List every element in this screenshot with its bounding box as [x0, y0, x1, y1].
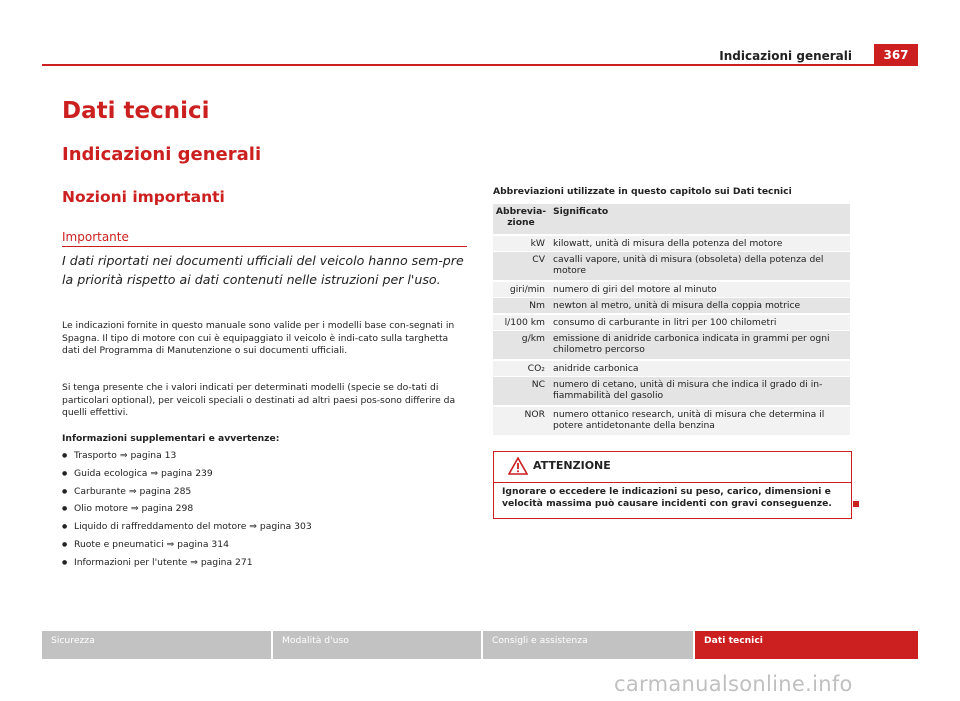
- list-item[interactable]: ● Carburante ⇒ pagina 285: [62, 486, 467, 504]
- table-row: [493, 252, 850, 280]
- table-cell-abbr: l/100 km: [493, 315, 549, 330]
- reference-list: [62, 450, 467, 575]
- table-row: [493, 236, 850, 251]
- table-cell-meaning: newton al metro, unità di misura della coppia motrice: [549, 298, 850, 313]
- table-row: [493, 377, 850, 405]
- watermark: carmanualsonline.info: [614, 672, 853, 696]
- warning-text: Ignorare o eccedere le indicazioni su peso, carico, dimensioni e velocità massima può causare incidenti con gravi conseguenze.: [502, 486, 832, 509]
- footer-tab-sicurezza[interactable]: Sicurezza: [42, 631, 271, 659]
- table-cell-abbr: NC: [493, 377, 549, 405]
- more-info-label: Informazioni supplementari e avvertenze:: [62, 433, 280, 444]
- table-row: [493, 282, 850, 297]
- table-cell-abbr: CO₂: [493, 361, 549, 376]
- table-cell-meaning: numero di giri del motore al minuto: [549, 282, 850, 297]
- warning-header: [494, 452, 851, 483]
- section-end-marker: [853, 501, 859, 507]
- table-cell-meaning: kilowatt, unità di misura della potenza del motore: [549, 236, 850, 251]
- list-item[interactable]: ● Guida ecologica ⇒ pagina 239: [62, 468, 467, 486]
- column-header-abbreviation: Abbrevia-zione: [493, 204, 549, 234]
- table-cell-meaning: anidride carbonica: [549, 361, 850, 376]
- table-row: [493, 361, 850, 376]
- table-cell-meaning: cavalli vapore, unità di misura (obsoleta) della potenza del motore: [549, 252, 850, 280]
- table-row: [493, 298, 850, 313]
- section-title: Indicazioni generali: [62, 144, 262, 165]
- table-row: [493, 407, 850, 435]
- table-header-row: [493, 204, 850, 234]
- table-cell-abbr: kW: [493, 236, 549, 251]
- chapter-title: Dati tecnici: [62, 98, 210, 124]
- paragraph-1: Le indicazioni fornite in questo manuale sono valide per i modelli base con-segnati in Spagna. Il tipo di motore con cui è equipaggiato il veicolo è indi-cato sulla targhetta dati del Programma di Manutenzione o sui documenti ufficiali.: [62, 320, 455, 357]
- table-caption: Abbreviazioni utilizzate in questo capitolo sui Dati tecnici: [493, 186, 792, 197]
- list-item[interactable]: ● Liquido di raffreddamento del motore ⇒ pagina 303: [62, 521, 467, 539]
- table-cell-meaning: numero di cetano, unità di misura che indica il grado di in-fiammabilità del gasolio: [549, 377, 850, 405]
- list-item[interactable]: ● Olio motore ⇒ pagina 298: [62, 503, 467, 521]
- subsection-title: Nozioni importanti: [62, 188, 225, 206]
- table-cell-meaning: consumo di carburante in litri per 100 chilometri: [549, 315, 850, 330]
- list-item[interactable]: ● Trasporto ⇒ pagina 13: [62, 450, 467, 468]
- table-cell-abbr: NOR: [493, 407, 549, 435]
- table-cell-abbr: giri/min: [493, 282, 549, 297]
- page-number: 367: [874, 44, 918, 66]
- table-cell-abbr: CV: [493, 252, 549, 280]
- table-cell-meaning: numero ottanico research, unità di misura che determina il potere antidetonante della benzina: [549, 407, 850, 435]
- footer-tab-dati-tecnici[interactable]: Dati tecnici: [695, 631, 918, 659]
- header-rule: [42, 64, 918, 66]
- footer-navigation: [42, 631, 918, 659]
- warning-triangle-icon: [508, 457, 528, 475]
- table-row: [493, 315, 850, 330]
- header-section-title: Indicazioni generali: [719, 49, 852, 63]
- footer-tab-modalita-uso[interactable]: Modalità d'uso: [273, 631, 481, 659]
- intro-lead: I dati riportati nei documenti ufficiali del veicolo hanno sem-pre la priorità rispetto ai dati contenuti nelle istruzioni per l'uso.: [62, 253, 464, 287]
- warning-title: ATTENZIONE: [533, 459, 611, 472]
- topic-title: Importante: [62, 230, 129, 244]
- table-cell-abbr: g/km: [493, 331, 549, 359]
- topic-rule: [62, 246, 467, 247]
- table-cell-abbr: Nm: [493, 298, 549, 313]
- list-item[interactable]: ● Ruote e pneumatici ⇒ pagina 314: [62, 539, 467, 557]
- warning-box: [493, 451, 852, 519]
- table-row: [493, 331, 850, 359]
- column-header-meaning: Significato: [549, 204, 850, 234]
- abbreviations-table: [493, 204, 850, 436]
- list-item[interactable]: ● Informazioni per l'utente ⇒ pagina 271: [62, 557, 467, 575]
- table-cell-meaning: emissione di anidride carbonica indicata in grammi per ogni chilometro percorso: [549, 331, 850, 359]
- paragraph-2: Si tenga presente che i valori indicati per determinati modelli (specie se do-tati di particolari optional), per veicoli speciali o destinati ad altri paesi pos-sono differire da quelli effettivi.: [62, 382, 456, 419]
- footer-tab-consigli-assistenza[interactable]: Consigli e assistenza: [483, 631, 693, 659]
